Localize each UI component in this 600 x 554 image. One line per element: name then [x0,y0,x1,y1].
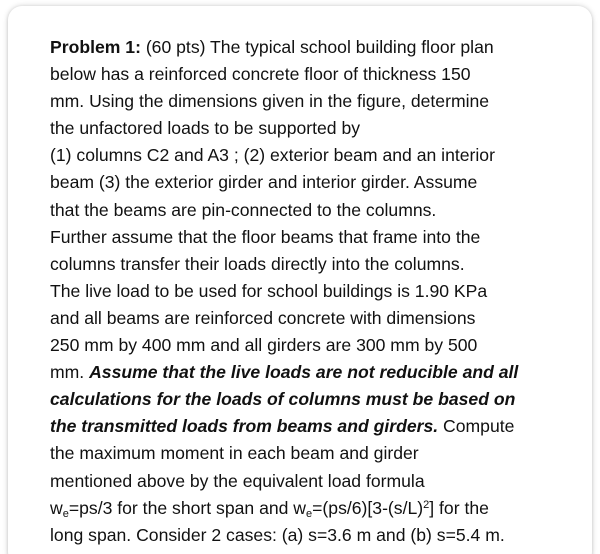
text-line-2: below has a reinforced concrete floor of thickness 150 [50,64,471,85]
text-line-7: that the beams are pin-connected to the columns. [50,199,437,220]
formula-sup-2: 2 [423,498,430,511]
text-line-10: The live load to be used for school buildings is 1.90 KPa [50,280,488,301]
formula-sub-e-2: e [306,507,313,520]
text-line-12: 250 mm by 400 mm and all girders are 300 mm by 500 [50,335,478,356]
emphasis-calculations: calculations for the loads of columns must be based on [50,389,516,410]
text-line-3: mm. Using the dimensions given in the figure, determine [50,91,490,112]
formula-short-span: =ps/3 for the short span and w [68,497,307,518]
text-line-9: columns transfer their loads directly into the columns. [50,253,465,274]
emphasis-assumption: Assume that the live loads are not reducible and all [89,362,519,383]
formula-sub-e-1: e [62,507,69,520]
formula-end: ] for the [429,497,489,518]
text-line-4: the unfactored loads to be supported by [50,118,361,139]
line-13-start: mm. [50,362,90,383]
text-line-19: long span. Consider 2 cases: (a) s=3.6 m and (b) s=5.4 m. [50,524,505,545]
text-line-13 [50,359,580,386]
text-line-8: Further assume that the floor beams that frame into the [50,226,481,247]
formula-w: w [50,497,63,518]
text-line-6: beam (3) the exterior girder and interior girder. Assume [50,172,478,193]
text-line-11: and all beams are reinforced concrete with dimensions [50,307,476,328]
problem-label: Problem 1: [50,37,141,57]
text-line-1 [50,34,580,61]
text-line-15 [50,413,580,440]
line-15-rest: Compute [438,416,515,437]
emphasis-transmitted-loads: the transmitted loads from beams and girders. [50,416,439,437]
text-line-14 [50,386,580,413]
text-line-18 [50,495,580,522]
text-line-17: mentioned above by the equivalent load formula [50,470,425,491]
formula-long-span: =(ps/6)[3-(s/L) [312,497,424,518]
text-line-5: (1) columns C2 and A3 ; (2) exterior beam and an interior [50,145,495,166]
text-line-16: the maximum moment in each beam and girder [50,443,419,464]
line-1-rest: (60 pts) The typical school building floor plan [140,37,494,57]
problem-text [50,34,580,549]
